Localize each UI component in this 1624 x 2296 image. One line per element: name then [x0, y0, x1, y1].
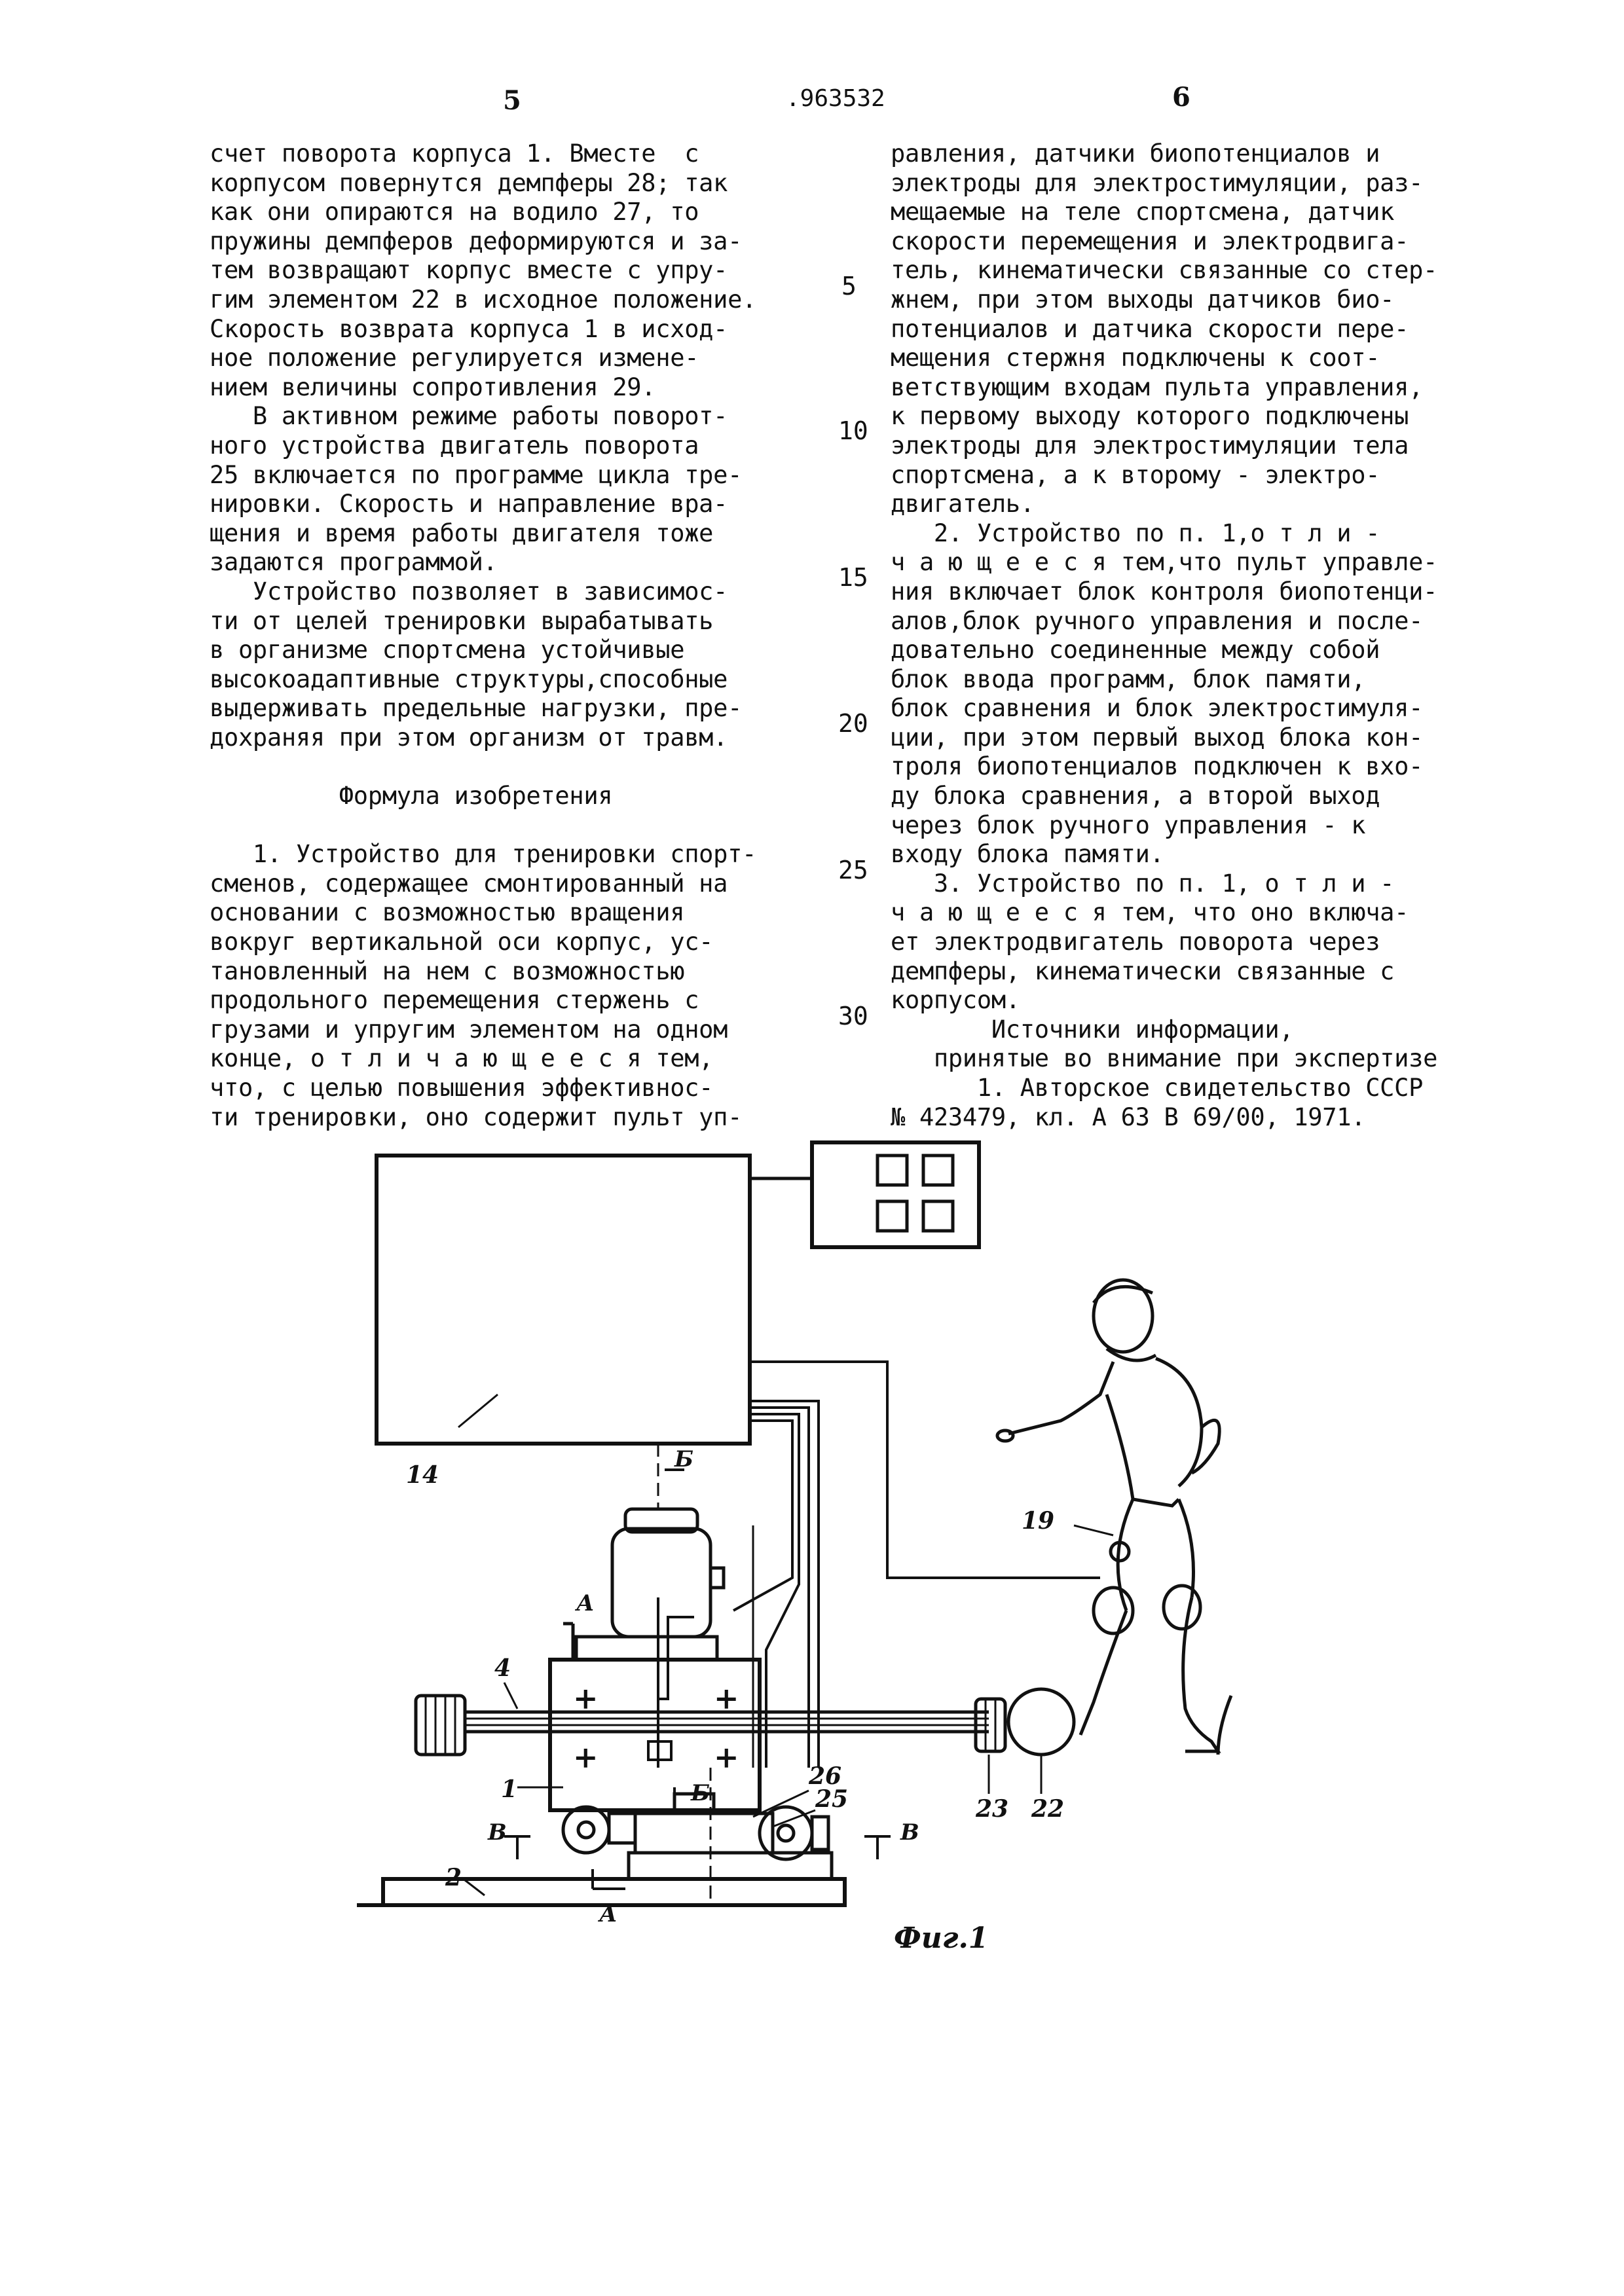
right-column-line: входу блока памяти. — [891, 840, 1164, 869]
label-B-top: Б — [674, 1446, 694, 1472]
svg-text:+: + — [573, 1681, 599, 1716]
right-column-line: к первому выходу которого подключены — [891, 402, 1409, 431]
left-column-line: 25 включается по программе цикла тре- — [210, 460, 743, 489]
label-25: 25 — [815, 1785, 849, 1813]
left-column-line: дохраняя при этом организм от травм. — [210, 723, 728, 752]
left-column-line: задаются программой. — [210, 548, 498, 577]
right-column-line: ет электродвигатель поворота через — [891, 928, 1380, 957]
left-column-line: счет поворота корпуса 1. Вместе с — [210, 139, 699, 168]
right-column-line: спортсмена, а к второму - электро- — [891, 460, 1380, 489]
line-number-10: 10 — [838, 416, 868, 445]
page-number-left: 5 — [503, 85, 521, 116]
right-column-line: жнем, при этом выходы датчиков био- — [891, 285, 1395, 314]
left-column-line: тем возвращают корпус вместе с упру- — [210, 256, 728, 285]
right-column-line: электроды для электростимуляции, раз- — [891, 168, 1424, 197]
left-column-line: грузами и упругим элементом на одном — [210, 1015, 728, 1044]
right-column-line: 1. Авторское свидетельство СССР — [891, 1074, 1424, 1102]
left-column-line: щения и время работы двигателя тоже — [210, 519, 714, 547]
left-column-line: пружины демпферов деформируются и за- — [210, 227, 743, 255]
figure-caption: Фиг.1 — [894, 1922, 989, 1955]
left-column-line: конце, о т л и ч а ю щ е е с я тем, — [210, 1044, 714, 1073]
label-1: 1 — [501, 1776, 518, 1803]
label-A-bottom: А — [599, 1901, 618, 1927]
left-column-line: высокоадаптивные структуры,способные — [210, 665, 728, 693]
left-column-line: ти от целей тренировки вырабатывать — [210, 606, 714, 635]
right-column-line: алов,блок ручного управления и после- — [891, 606, 1424, 635]
left-column-line: ти тренировки, оно содержит пульт уп- — [210, 1102, 743, 1131]
right-column-line: мещаемые на теле спортсмена, датчик — [891, 198, 1395, 227]
left-column-line: вокруг вертикальной оси корпус, ус- — [210, 928, 714, 957]
weight-left — [416, 1696, 465, 1755]
right-column-line: ч а ю щ е е с я тем,что пульт управле- — [891, 548, 1438, 577]
right-column-line: через блок ручного управления - к — [891, 811, 1366, 839]
line-number-15: 15 — [838, 563, 868, 592]
label-26: 26 — [809, 1762, 842, 1790]
patent-number: .963532 — [786, 85, 885, 112]
right-column-line: корпусом. — [891, 986, 1020, 1015]
line-number-30: 30 — [838, 1002, 868, 1030]
left-column-line: Скорость возврата корпуса 1 в исход- — [210, 314, 728, 343]
svg-text:+: + — [573, 1740, 599, 1775]
line-number-25: 25 — [838, 856, 868, 884]
right-column-line: тель, кинематически связанные со стер- — [891, 256, 1438, 285]
left-column-line: ного устройства двигатель поворота — [210, 431, 699, 460]
right-column-line: мещения стержня подключены к соот- — [891, 344, 1380, 373]
label-2: 2 — [445, 1864, 462, 1891]
right-column-line: ции, при этом первый выход блока кон- — [891, 723, 1424, 752]
right-column-line: троля биопотенциалов подключен к вхо- — [891, 752, 1424, 781]
left-column-line: в организме спортсмена устойчивые — [210, 636, 685, 665]
left-column-line: выдерживать предельные нагрузки, пре- — [210, 694, 743, 723]
label-B-mid: Б — [691, 1780, 710, 1806]
right-column-line: демпферы, кинематически связанные с — [891, 957, 1395, 985]
right-column-line: принятые во внимание при экспертизе — [891, 1044, 1438, 1073]
svg-text:+: + — [714, 1740, 739, 1775]
right-column-line: довательно соединенные между собой — [891, 636, 1380, 665]
right-column-line: ду блока сравнения, а второй выход — [891, 782, 1380, 811]
right-column-line: электроды для электростимуляции тела — [891, 431, 1409, 460]
right-column-line: равления, датчики биопотенциалов и — [891, 139, 1380, 168]
label-V-left: В — [488, 1819, 507, 1846]
right-column-line: 2. Устройство по п. 1,о т л и - — [891, 519, 1380, 547]
right-column-line: блок сравнения и блок электростимуля- — [891, 694, 1424, 723]
right-column-line: ния включает блок контроля биопотенци- — [891, 577, 1438, 606]
right-column-line: ветствующим входам пульта управления, — [891, 373, 1424, 401]
right-column-line: 3. Устройство по п. 1, о т л и - — [891, 869, 1395, 898]
left-column-line: 1. Устройство для тренировки спорт- — [210, 840, 757, 869]
left-column-line: нием величины сопротивления 29. — [210, 373, 656, 401]
label-A-top: А — [576, 1590, 595, 1616]
left-column-line: как они опираются на водило 27, то — [210, 198, 699, 227]
right-column-line: Источники информации, — [891, 1015, 1294, 1044]
control-cabinet — [377, 1156, 750, 1444]
motor-top — [612, 1529, 710, 1637]
right-column-line: ч а ю щ е е с я тем, что оно включа- — [891, 898, 1409, 927]
svg-text:+: + — [714, 1681, 739, 1716]
left-column-line: основании с возможностью вращения — [210, 898, 685, 927]
label-V-right: В — [900, 1819, 919, 1846]
left-column-line: В активном режиме работы поворот- — [210, 402, 728, 431]
left-column-line: корпусом повернутся демпферы 28; так — [210, 168, 728, 197]
line-number-20: 20 — [838, 709, 868, 738]
elastic-element — [1008, 1689, 1074, 1755]
right-column-line: блок ввода программ, блок памяти, — [891, 665, 1366, 693]
label-22: 22 — [1031, 1795, 1065, 1823]
left-column-line: гим элементом 22 в исходное положение. — [210, 285, 757, 314]
left-column-line: Устройство позволяет в зависимос- — [210, 577, 728, 606]
left-column-line: сменов, содержащее смонтированный на — [210, 869, 728, 898]
page-number-right: 6 — [1172, 82, 1190, 113]
label-4: 4 — [494, 1654, 511, 1682]
left-column-line: ное положение регулируется измене- — [210, 344, 699, 373]
label-23: 23 — [976, 1795, 1009, 1823]
right-column-line: потенциалов и датчика скорости пере- — [891, 314, 1409, 343]
line-number-5: 5 — [841, 272, 857, 301]
left-column-line: тановленный на нем с возможностью — [210, 957, 685, 985]
left-column-line: нировки. Скорость и направление вра- — [210, 490, 728, 519]
left-column-line: Формула изобретения — [210, 782, 613, 811]
label-19: 19 — [1022, 1507, 1055, 1535]
right-column-line: скорости перемещения и электродвига- — [891, 227, 1409, 255]
left-column-line: продольного перемещения стержень с — [210, 986, 699, 1015]
right-column-line: № 423479, кл. А 63 В 69/00, 1971. — [891, 1102, 1366, 1131]
label-14: 14 — [406, 1461, 439, 1489]
left-column-line: что, с целью повышения эффективнос- — [210, 1074, 714, 1102]
right-column-line: двигатель. — [891, 490, 1035, 519]
